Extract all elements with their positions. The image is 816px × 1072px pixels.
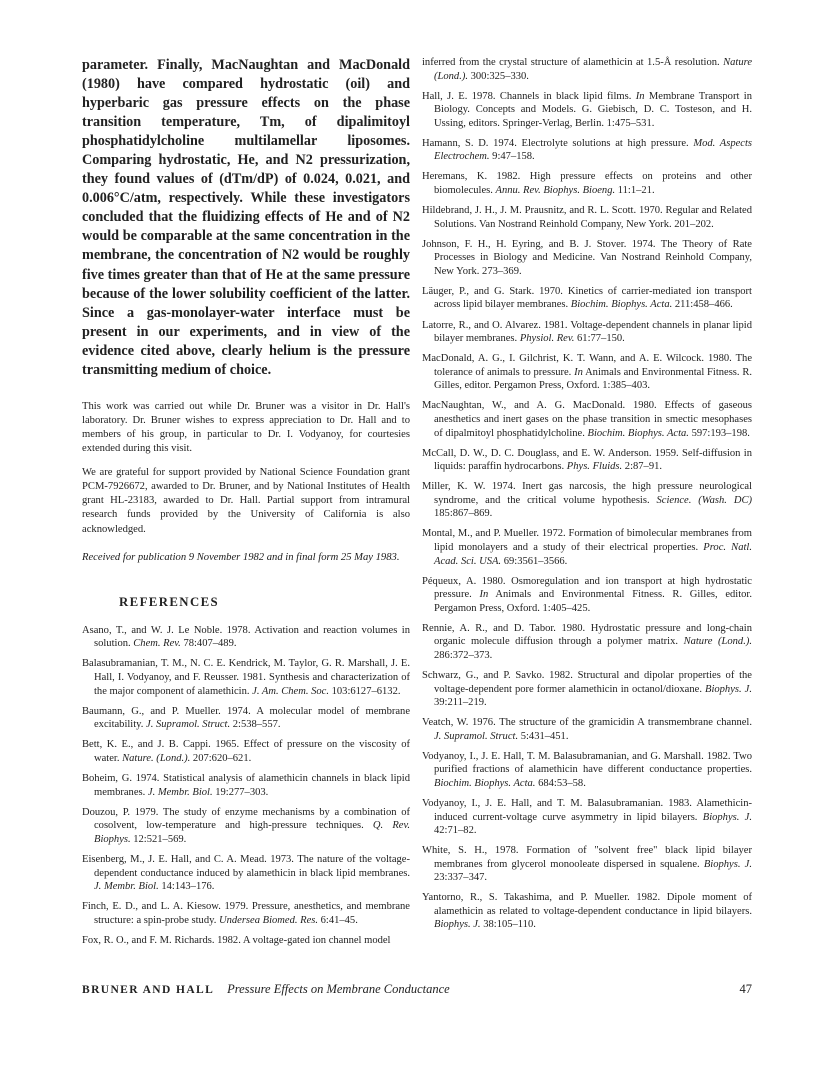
reference-entry bbox=[422, 891, 752, 932]
reference-citation: 12:521–569. bbox=[130, 833, 187, 845]
reference-citation: 6:41–45. bbox=[318, 914, 358, 926]
reference-text: Montal, M., and P. Mueller. 1972. Formation of bimolecular membranes from lipid monolayers and a study of their electrical properties. bbox=[422, 528, 752, 553]
reference-entry bbox=[82, 772, 410, 799]
references-list-left bbox=[82, 624, 410, 948]
reference-entry bbox=[422, 319, 752, 346]
reference-entry bbox=[82, 853, 410, 894]
reference-entry bbox=[422, 480, 752, 521]
reference-citation: 38:105–110. bbox=[480, 919, 536, 931]
reference-text: White, S. H., 1978. Formation of "solvent free" black lipid bilayer membranes from glycerol monooleate dispersed in squalene. bbox=[422, 845, 752, 870]
reference-entry bbox=[422, 797, 752, 838]
reference-citation: 61:77–150. bbox=[574, 333, 625, 345]
reference-journal: Physiol. Rev. bbox=[519, 333, 575, 345]
reference-journal: Biochim. Biophys. Acta. bbox=[587, 427, 689, 439]
reference-text: Heremans, K. 1982. High pressure effects on proteins and other biomolecules. bbox=[422, 171, 752, 197]
reference-journal: Phys. Fluids. bbox=[566, 461, 623, 473]
reference-entry bbox=[422, 527, 752, 568]
reference-citation: 207:620–621. bbox=[190, 752, 252, 764]
reference-journal: Nature. (Lond.). bbox=[122, 752, 191, 764]
reference-citation: Animals and Environmental Fitness. R. Gilles, editor. Pergamon Press, Oxford. 1:385–403. bbox=[434, 366, 752, 392]
reference-journal: Biophys. J. bbox=[434, 919, 481, 931]
reference-entry bbox=[422, 352, 752, 393]
reference-journal: J. Supramol. Struct. bbox=[146, 719, 231, 731]
reference-journal: Biophys. J. bbox=[705, 683, 752, 695]
reference-entry bbox=[422, 90, 752, 131]
reference-journal: Biophys. J. bbox=[702, 811, 752, 823]
reference-entry bbox=[422, 622, 752, 663]
reference-text: Veatch, W. 1976. The structure of the gramicidin A transmembrane channel. bbox=[422, 717, 752, 729]
reference-entry bbox=[82, 738, 410, 765]
reference-citation: 597:193–198. bbox=[688, 427, 750, 439]
reference-entry bbox=[422, 447, 752, 474]
reference-entry bbox=[422, 285, 752, 312]
reference-journal: Mod. Aspects Electrochem. bbox=[434, 137, 752, 163]
reference-entry bbox=[82, 624, 410, 651]
reference-journal: Science. (Wash. DC) bbox=[656, 494, 752, 506]
reference-text: Eisenberg, M., J. E. Hall, and C. A. Mead. 1973. The nature of the voltage-dependent conductance induced by alamethicin in black lipid membranes. bbox=[82, 853, 410, 879]
reference-text: MacDonald, A. G., I. Gilchrist, K. T. Wann, and A. E. Wilcock. 1980. The tolerance of animals to pressure. bbox=[422, 353, 752, 378]
reference-citation: 19:277–303. bbox=[212, 786, 269, 798]
reference-text: Asano, T., and W. J. Le Noble. 1978. Activation and reaction volumes in solution. bbox=[82, 624, 410, 650]
reference-text: Läuger, P., and G. Stark. 1970. Kinetics of carrier-mediated ion transport across lipid bilayer membranes. bbox=[422, 285, 752, 311]
reference-text: Péqueux, A. 1980. Osmoregulation and ion transport at high hydrostatic pressure. bbox=[422, 575, 752, 601]
reference-text: Bett, K. E., and J. B. Cappi. 1965. Effect of pressure on the viscosity of water. bbox=[82, 739, 410, 764]
reference-entry bbox=[82, 900, 410, 927]
reference-entry bbox=[422, 750, 752, 791]
reference-text: Johnson, F. H., H. Eyring, and B. J. Stover. 1974. The Theory of Rate Processes in Biology and Medicine. Van Nostrand Reinhold Company, New York. 273–369. bbox=[422, 238, 752, 277]
reference-journal: In bbox=[574, 366, 583, 378]
reference-journal: Nature (Lond.). bbox=[683, 636, 752, 648]
reference-text: Finch, E. D., and L. A. Kiesow. 1979. Pressure, anesthetics, and membrane structure: a spin-probe study. bbox=[82, 901, 410, 926]
reference-entry bbox=[82, 657, 410, 698]
page-number: 47 bbox=[739, 982, 752, 996]
reference-text: Latorre, R., and O. Alvarez. 1981. Voltage-dependent channels in planar lipid bilayer membranes. bbox=[422, 319, 752, 345]
reference-entry bbox=[82, 806, 410, 847]
reference-citation: 103:6127–6132. bbox=[329, 685, 401, 697]
reference-journal: Nature (Lond.). bbox=[434, 57, 752, 82]
reference-text: Yantorno, R., S. Takashima, and P. Mueller. 1982. Dipole moment of alamethicin as related to voltage-dependent conductance in lipid bilayers. bbox=[422, 892, 752, 917]
reference-text: Hildebrand, J. H., J. M. Prausnitz, and R. L. Scott. 1970. Regular and Related Solutions. Van Nostrand Reinhold Company, New York. 201–202. bbox=[422, 205, 752, 230]
reference-entry bbox=[82, 934, 410, 948]
reference-citation: 684:53–58. bbox=[535, 777, 586, 789]
reference-text: Miller, K. W. 1974. Inert gas narcosis, the high pressure neurological syndrome, and the critical volume hypothesis. bbox=[422, 481, 752, 506]
reference-citation: 23:337–347. bbox=[434, 872, 488, 884]
reference-journal: In bbox=[479, 589, 489, 601]
reference-entry bbox=[422, 399, 752, 440]
reference-text: Fox, R. O., and F. M. Richards. 1982. A voltage-gated ion channel model bbox=[82, 934, 391, 946]
reference-citation: Animals and Environmental Fitness. R. Gilles, editor. Pergamon Press, Oxford. 1:405–425. bbox=[434, 589, 752, 614]
body-paragraph: parameter. Finally, MacNaughtan and MacDonald (1980) have compared hydrostatic (oil) and hyperbaric gas pressure effects on the phase transition temperature, Tm, of dipalimitoyl phosphatidylcholine multilamellar liposomes. Comparing hydrostatic, He, and N2 pressurization, they found values of (dTm/dP) of 0.024, 0.021, and 0.006°C/atm, respectively. While these investigators concluded that the fluidizing effects of He and of N2 would be comparable at the same concentration in the membrane, the concentration of N2 would be roughly five times greater than that of He at the same pressure because of the lower solubility coefficient of the latter. Since a gas-monolayer-water interface must be present in our experiments, and in view of the evidence cited above, clearly helium is the pressure transmitting medium of choice. bbox=[82, 57, 410, 378]
reference-text: Hall, J. E. 1978. Channels in black lipid films. bbox=[422, 90, 636, 102]
reference-journal: Biophys. J. bbox=[703, 858, 752, 870]
reference-journal: Chem. Rev. bbox=[133, 638, 181, 650]
reference-journal: Undersea Biomed. Res. bbox=[218, 914, 318, 926]
acknowledgment-funding: We are grateful for support provided by National Science Foundation grant PCM-7926672, awarded to Dr. Bruner, and by National Institutes of Health grant HL-23183, awarded to Dr. Hall. Partial support from intramural research funds provided by the University of California is also acknowledged. bbox=[82, 467, 410, 535]
reference-text: MacNaughtan, W., and A. G. MacDonald. 1980. Effects of gaseous anesthetics and inert gases on the phase transition in smectic mesophases of dipalmitoyl phosphatidylcholine. bbox=[422, 400, 752, 439]
reference-entry bbox=[422, 204, 752, 231]
reference-citation: Membrane Transport in Biology. Concepts and Models. G. Giebisch, D. C. Tosteson, and H. Ussing, editors. Springer-Verlag, Berlin. 1:475–531. bbox=[434, 90, 752, 129]
footer-authors: BRUNER AND HALL bbox=[82, 984, 215, 996]
reference-citation: 286:372–373. bbox=[434, 649, 493, 661]
reference-text: Vodyanoy, I., J. E. Hall, T. M. Balasubramanian, and G. Marshall. 1982. Two purified fractions of alamethicin have different conductance properties. bbox=[422, 750, 752, 776]
references-heading: REFERENCES bbox=[119, 594, 220, 609]
reference-citation: 300:325–330. bbox=[467, 70, 529, 82]
references-list-right bbox=[422, 56, 752, 939]
reference-text: McCall, D. W., D. C. Douglass, and E. W. Anderson. 1959. Self-diffusion in liquids: paraffin hydrocarbons. bbox=[422, 447, 752, 473]
reference-text: Schwarz, G., and P. Savko. 1982. Structural and dipolar properties of the voltage-dependent pore former alamethicin in octanol/dioxane. bbox=[422, 669, 752, 695]
reference-citation: 9:47–158. bbox=[489, 151, 535, 163]
reference-journal: Biochim. Biophys. Acta. bbox=[434, 777, 536, 789]
reference-entry bbox=[422, 238, 752, 279]
reference-entry bbox=[422, 56, 752, 83]
reference-citation: 14:143–176. bbox=[158, 881, 215, 893]
reference-citation: 11:1–21. bbox=[615, 185, 655, 197]
reference-journal: J. Membr. Biol. bbox=[94, 881, 159, 893]
reference-citation: 2:87–91. bbox=[622, 461, 663, 473]
reference-citation: 69:3561–3566. bbox=[501, 555, 568, 567]
reference-text: Vodyanoy, I., J. E. Hall, and T. M. Balasubramanian. 1983. Alamethicin-induced current-voltage curve asymmetry in lipid bilayers. bbox=[422, 798, 752, 823]
reference-journal: Q. Rev. Biophys. bbox=[94, 820, 410, 845]
reference-text: Boheim, G. 1974. Statistical analysis of alamethicin channels in black lipid membranes. bbox=[82, 773, 410, 798]
reference-entry bbox=[422, 137, 752, 164]
reference-journal: Annu. Rev. Biophys. Bioeng. bbox=[495, 185, 616, 197]
acknowledgment-visit: This work was carried out while Dr. Bruner was a visitor in Dr. Hall's laboratory. Dr. Bruner wishes to express appreciation to Dr. Hall and to members of his group, in particular to Dr. I. Vodyanoy, for courtesies extended during this visit. bbox=[82, 400, 410, 455]
reference-citation: 42:71–82. bbox=[434, 825, 477, 837]
received-date: Received for publication 9 November 1982 and in final form 25 May 1983. bbox=[82, 551, 400, 563]
reference-journal: In bbox=[635, 90, 645, 102]
page-footer bbox=[82, 982, 752, 997]
footer-running-title: Pressure Effects on Membrane Conductance bbox=[227, 982, 450, 996]
reference-citation: 185:867–869. bbox=[434, 508, 493, 520]
reference-text: Rennie, A. R., and D. Tabor. 1980. Hydrostatic pressure and long-chain organic molecule diffusion through a polymer matrix. bbox=[422, 622, 752, 648]
reference-text: inferred from the crystal structure of alamethicin at 1.5-Å resolution. bbox=[422, 57, 724, 68]
reference-text: Douzou, P. 1979. The study of enzyme mechanisms by a combination of cosolvent, low-temperature and high-pressure techniques. bbox=[82, 806, 410, 832]
reference-entry bbox=[422, 170, 752, 197]
reference-text: Baumann, G., and P. Mueller. 1974. A molecular model of membrane excitability. bbox=[82, 705, 410, 731]
reference-entry bbox=[422, 844, 752, 885]
reference-citation: 211:458–466. bbox=[672, 299, 733, 311]
reference-citation: 39:211–219. bbox=[434, 697, 487, 709]
reference-entry bbox=[422, 716, 752, 743]
reference-entry bbox=[422, 575, 752, 616]
reference-citation: 2:538–557. bbox=[230, 719, 281, 731]
reference-journal: J. Am. Chem. Soc. bbox=[252, 685, 329, 697]
reference-journal: Proc. Natl. Acad. Sci. USA. bbox=[434, 541, 752, 567]
reference-text: Balasubramanian, T. M., N. C. E. Kendrick, M. Taylor, G. R. Marshall, J. E. Hall, I. Vodyanoy, and F. Reusser. 1981. Synthesis and characterization of the major component of alamethicin. bbox=[82, 658, 410, 697]
reference-journal: J. Membr. Biol. bbox=[147, 786, 213, 798]
reference-journal: J. Supramol. Struct. bbox=[434, 730, 519, 742]
reference-text: Hamann, S. D. 1974. Electrolyte solutions at high pressure. bbox=[422, 137, 694, 149]
reference-entry bbox=[82, 705, 410, 732]
reference-journal: Biochim. Biophys. Acta. bbox=[570, 299, 673, 311]
reference-citation: 78:407–489. bbox=[180, 638, 237, 650]
reference-citation: 5:431–451. bbox=[518, 730, 569, 742]
reference-entry bbox=[422, 669, 752, 710]
left-column bbox=[82, 56, 410, 954]
